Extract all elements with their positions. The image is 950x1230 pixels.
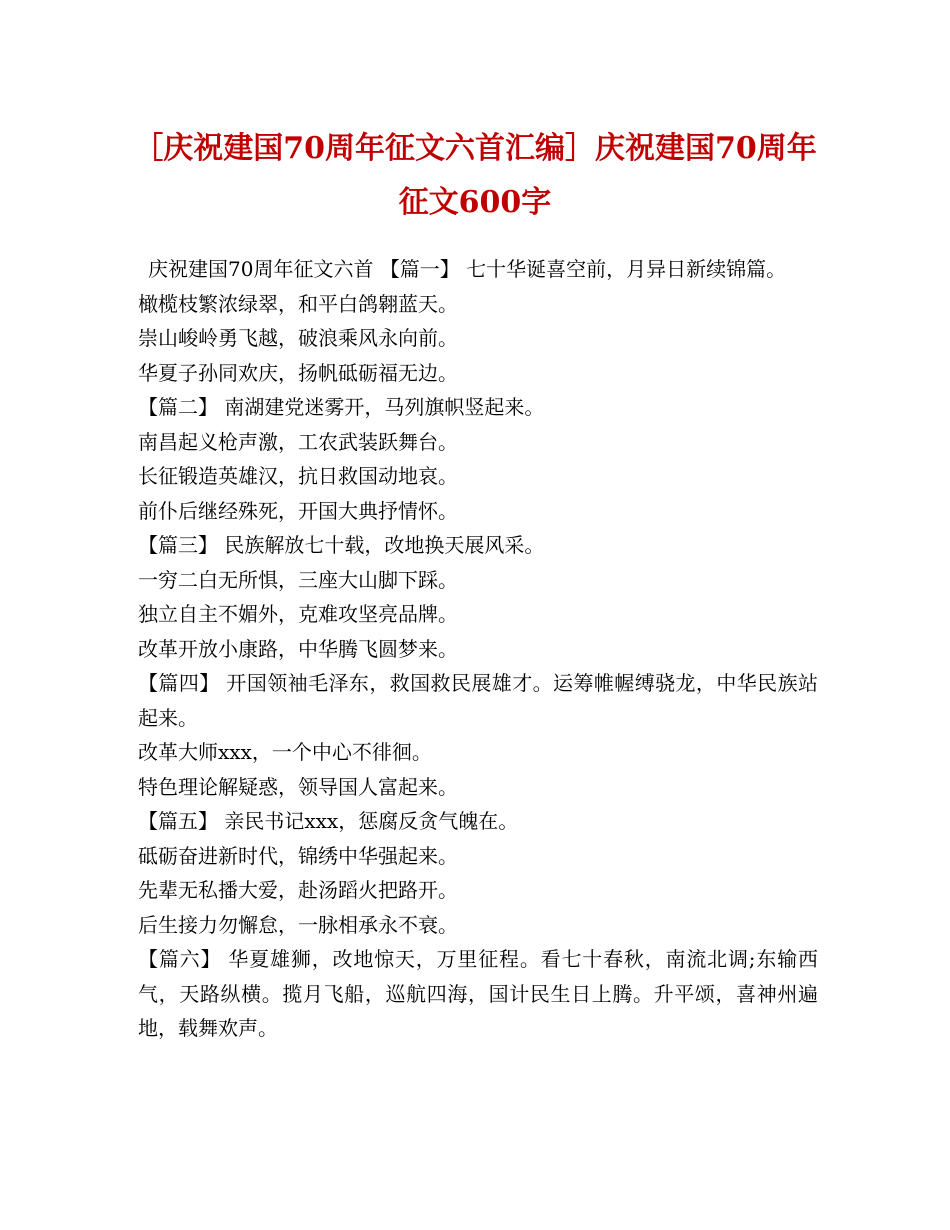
poem-paragraph-14: 改革大师xxx，一个中心不徘徊。 [138, 740, 432, 764]
poem-paragraph-16: 【篇五】 亲民书记xxx，惩腐反贪气魄在。 [138, 809, 519, 833]
poem-paragraph-15: 特色理论解疑惑，领导国人富起来。 [138, 774, 458, 799]
poem-paragraph-5: 【篇二】 南湖建党迷雾开，马列旗帜竖起来。 [138, 395, 545, 419]
poem-paragraph-13: 【篇四】 开国领袖毛泽东，救国救民展雄才。运筹帷幄缚骁龙，中华民族站起来。 [138, 671, 818, 730]
poem-paragraph-19: 后生接力勿懈怠，一脉相承永不衰。 [138, 912, 458, 937]
poem-paragraph-9: 【篇三】 民族解放七十载，改地换天展风采。 [138, 533, 545, 557]
poem-paragraph-4: 华夏子孙同欢庆，扬帆砥砺福无边。 [138, 360, 458, 385]
poem-paragraph-3: 崇山峻岭勇飞越，破浪乘风永向前。 [138, 326, 458, 350]
poem-paragraph-1: 庆祝建国70周年征文六首 【篇一】 七十华诞喜空前，月异日新续锦篇。 [148, 257, 787, 281]
poem-paragraph-8: 前仆后继经殊死，开国大典抒情怀。 [138, 498, 458, 523]
poem-paragraph-2: 橄榄枝繁浓绿翠，和平白鸽翱蓝天。 [138, 291, 458, 316]
poem-paragraph-10: 一穷二白无所惧，三座大山脚下踩。 [138, 567, 458, 592]
poem-paragraph-18: 先辈无私播大爱，赴汤蹈火把路开。 [138, 878, 458, 902]
poem-paragraph-7: 长征锻造英雄汉，抗日救国动地哀。 [138, 464, 458, 488]
poem-paragraph-12: 改革开放小康路，中华腾飞圆梦来。 [138, 636, 458, 661]
poem-paragraph-17: 砥砺奋进新时代，锦绣中华强起来。 [138, 843, 458, 868]
document-body [138, 252, 818, 1046]
poem-paragraph-6: 南昌起义枪声激，工农武装跃舞台。 [138, 429, 458, 454]
document-title: ［庆祝建国70周年征文六首汇编］庆祝建国70周年征文600字 [133, 131, 817, 220]
poem-paragraph-20: 【篇六】 华夏雄狮，改地惊天，万里征程。看七十春秋，南流北调;东输西气，天路纵横。揽月飞船，巡航四海，国计民生日上腾。升平颂，喜神州遍地，载舞欢声。 [138, 947, 818, 1040]
poem-paragraph-11: 独立自主不媚外，克难攻坚亮品牌。 [138, 602, 458, 626]
